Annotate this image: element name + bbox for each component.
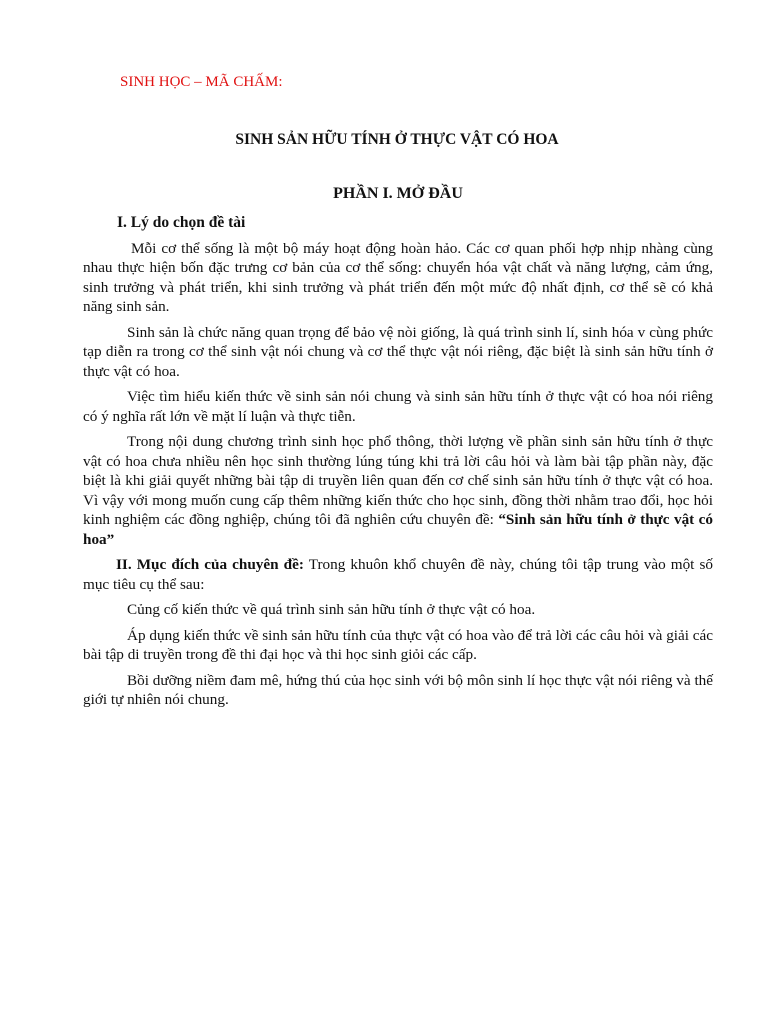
document-title: SINH SẢN HỮU TÍNH Ở THỰC VẬT CÓ HOA <box>235 131 559 148</box>
paragraph <box>83 432 713 549</box>
paragraph-text: Trong khuôn khổ chuyên đề này, chúng tôi tập trung vào một số mục tiêu cụ thể sau: <box>83 556 713 593</box>
part-title: PHẦN I. MỞ ĐẦU <box>333 185 463 202</box>
paragraph: Sinh sản là chức năng quan trọng để bảo vệ nòi giống, là quá trình sinh lí, sinh hóa v cùng phức tạp diễn ra trong cơ thể sinh vật nói chung và cơ thể thực vật nói riêng, đặc biệt là sinh sản hữu tính ở thực vật có hoa. <box>83 323 713 380</box>
paragraph: Việc tìm hiểu kiến thức về sinh sản nói chung và sinh sản hữu tính ở thực vật có hoa nói riêng có ý nghĩa rất lớn về mặt lí luận và thực tiễn. <box>83 388 713 425</box>
paragraph: Mỗi cơ thể sống là một bộ máy hoạt động hoàn hảo. Các cơ quan phối hợp nhịp nhàng cùng nhau thực hiện bốn đặc trưng cơ bản của cơ thể sống: chuyển hóa vật chất và năng lượng, cảm ứng, sinh trưởng và phát triển, khi sinh trưởng và phát triển đến một mức độ nhất định, cơ thể sẽ có khả năng sinh sản. <box>83 239 713 315</box>
paragraph-purpose <box>83 555 713 594</box>
document-body <box>83 213 713 716</box>
subject-code-label: SINH HỌC – MÃ CHẤM: <box>120 74 283 90</box>
section-heading-reason: I. Lý do chọn đề tài <box>117 214 246 231</box>
purpose-item: Củng cố kiến thức về quá trình sinh sản hữu tính ở thực vật có hoa. <box>127 601 536 618</box>
purpose-item: Bồi dưỡng niềm đam mê, hứng thú của học sinh với bộ môn sinh lí học thực vật nói riêng và thế giới tự nhiên nói chung. <box>83 671 713 708</box>
section-heading-purpose: II. Mục đích của chuyên đề: <box>116 556 304 573</box>
topic-name-bold: “Sinh sản hữu tính ở thực vật có hoa” <box>83 511 713 548</box>
purpose-item: Áp dụng kiến thức về sinh sản hữu tính của thực vật có hoa vào để trả lời các câu hỏi và giải các bài tập di truyền trong đề thi đại học và thi học sinh giỏi các cấp. <box>83 626 713 663</box>
paragraph-text: Trong nội dung chương trình sinh học phổ thông, thời lượng về phần sinh sản hữu tính ở thực vật có hoa chưa nhiều nên học sinh thường lúng túng khi trả lời câu hỏi và làm bài tập phần này, đặc biệt là khi giải quyết những bài tập di truyền liên quan đến cơ chế sinh sản hữu tính ở thực vật có hoa. Vì vậy với mong muốn cung cấp thêm những kiến thức cho học sinh, đồng thời nhằm trao đổi, học hỏi kinh nghiệm các đồng nghiệp, chúng tôi đã nghiên cứu chuyên đề: <box>83 433 713 528</box>
